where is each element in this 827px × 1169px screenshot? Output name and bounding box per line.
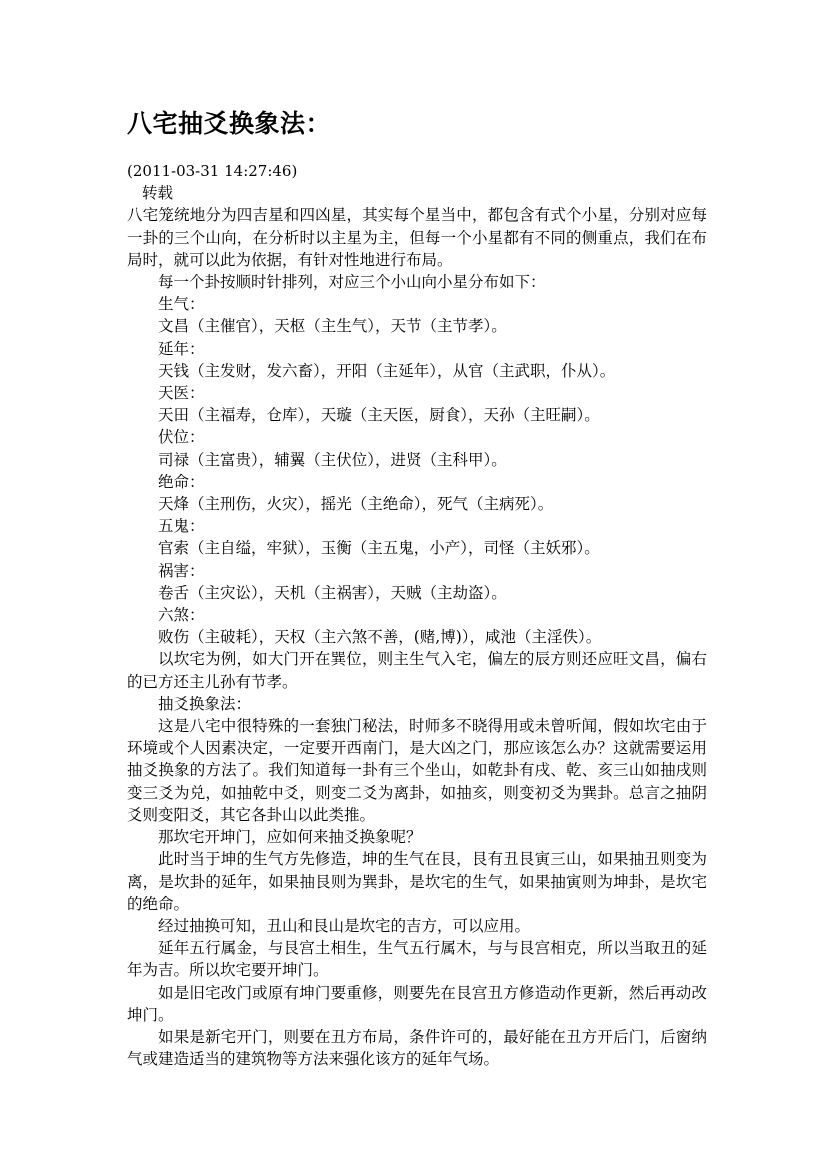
page-title: 八宅抽爻换象法： xyxy=(127,109,332,138)
section-heading-chouyao: 抽爻换象法： xyxy=(158,694,252,713)
star-heading-yannian: 延年： xyxy=(158,339,205,358)
star-heading-wugui: 五鬼： xyxy=(158,517,205,536)
paragraph-intro: 八宅笼统地分为四吉星和四凶星，其实每个星当中，都包含有式个小星，分别对应每一卦的三个山向，在分析时以主星为主，但每一个小星都有不同的侧重点，我们在布局时，就可以此为依据，有针对性地进行布局。 xyxy=(127,206,707,269)
repost-label: 转载 xyxy=(142,184,174,203)
star-heading-jueming: 绝命： xyxy=(158,472,205,491)
paragraph-kan-example: 以坎宅为例，如大门开在巽位，则主生气入宅，偏左的辰方则还应旺文昌，偏右的已方还主儿孙有节孝。 xyxy=(127,650,707,691)
star-detail-shengqi: 文昌（主催官），天枢（主生气），天节（主节孝）。 xyxy=(158,317,507,336)
star-heading-tianyi: 天医： xyxy=(158,384,205,403)
star-detail-liusha: 败伤（主破耗），天权（主六煞不善，(赌,博)），咸池（主淫佚）。 xyxy=(158,628,602,647)
star-detail-yannian: 天钱（主发财，发六畜），开阳（主延年），从官（主武职，仆从）。 xyxy=(158,361,616,380)
star-heading-fuwei: 伏位： xyxy=(158,428,205,447)
star-detail-tianyi: 天田（主福寿，仓库），天璇（主天医，厨食），天孙（主旺嗣）。 xyxy=(158,406,600,425)
paragraph-result: 经过抽换可知，丑山和艮山是坎宅的吉方，可以应用。 xyxy=(158,916,531,935)
star-detail-jueming: 天烽（主刑伤，火灾），摇光（主绝命），死气（主病死）。 xyxy=(158,495,554,514)
paragraph-secret-method: 这是八宅中很特殊的一套独门秘法，时师多不晓得用或未曾听闻，假如坎宅由于环境或个人因素决定，一定要开西南门，是大凶之门，那应该怎么办？这就需要运用抽爻换象的方法了。我们知道每一卦有三个坐山，如乾卦有戌、乾、亥三山如抽戌则变三爻为兑，如抽乾中爻，则变二爻为离卦，如抽亥，则变初爻为巽卦。总言之抽阴爻则变阳爻，其它各卦山以此类推。 xyxy=(127,717,707,824)
post-date: (2011-03-31 14:27:46) xyxy=(127,162,298,180)
star-detail-fuwei: 司禄（主富贵），辅翼（主伏位），进贤（主科甲）。 xyxy=(158,450,507,469)
star-detail-huohai: 卷舌（主灾讼），天机（主祸害），天贼（主劫盗）。 xyxy=(158,583,507,602)
paragraph-wuxing: 延年五行属金，与艮宫土相生，生气五行属木，与与艮宫相克，所以当取丑的延年为吉。所以坎宅要开坤门。 xyxy=(127,939,707,980)
paragraph-old-house: 如是旧宅改门或原有坤门要重修，则要先在艮宫丑方修造动作更新，然后再动改坤门。 xyxy=(127,983,707,1024)
paragraph-question: 那坎宅开坤门，应如何来抽爻换象呢？ xyxy=(158,828,422,847)
star-heading-liusha: 六煞： xyxy=(158,606,205,625)
paragraph-kun-shengqi: 此时当于坤的生气方先修造，坤的生气在艮，艮有丑艮寅三山，如果抽丑则变为离，是坎卦的延年，如果抽艮则为巽卦，是坎宅的生气，如果抽寅则为坤卦，是坎宅的绝命。 xyxy=(127,850,707,913)
paragraph-new-house: 如果是新宅开门，则要在丑方布局，条件许可的，最好能在丑方开后门，后窗纳气或建造适当的建筑物等方法来强化该方的延年气场。 xyxy=(127,1027,707,1069)
paragraph-arrangement: 每一个卦按顺时针排列，对应三个小山向小星分布如下： xyxy=(158,273,546,292)
star-heading-huohai: 祸害： xyxy=(158,561,205,580)
star-heading-shengqi: 生气： xyxy=(158,295,205,314)
star-detail-wugui: 官索（主自缢，牢狱），玉衡（主五鬼，小产），司怪（主妖邪）。 xyxy=(158,539,600,558)
document-body xyxy=(127,160,707,1070)
